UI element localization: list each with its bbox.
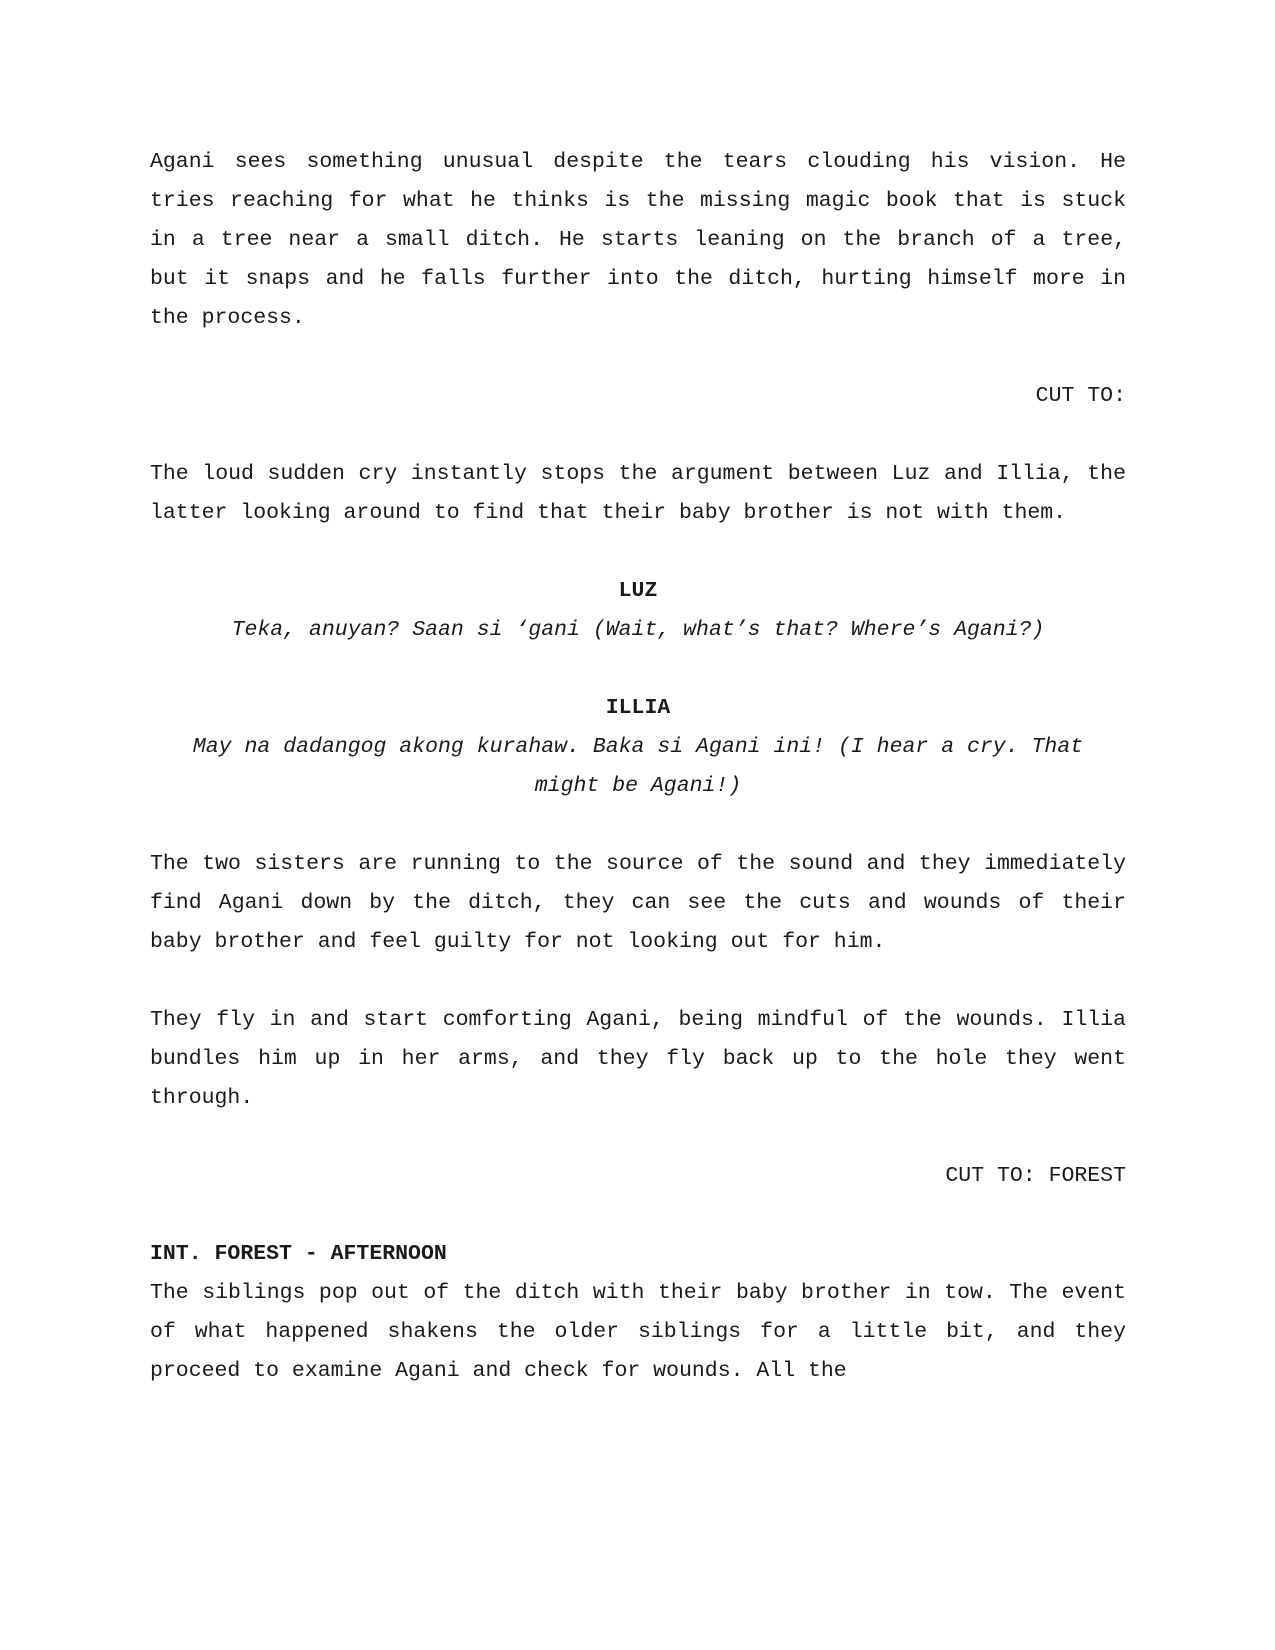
action-paragraph: The loud sudden cry instantly stops the argument between Luz and Illia, the latter looking around to find that their baby brother is not with them. — [150, 462, 1126, 525]
spacer — [150, 338, 1126, 377]
character-name-illia: ILLIA — [605, 696, 671, 720]
scene-heading: INT. FOREST - AFTERNOON — [150, 1242, 447, 1266]
action-paragraph: Agani sees something unusual despite the tears clouding his vision. He tries reaching for what he thinks is the missing magic book that is stuck in a tree near a small ditch. He starts leaning on the branch of a tree, but it snaps and he falls further into the ditch, hurting himself more in the process. — [150, 150, 1126, 330]
spacer — [150, 1196, 1126, 1235]
spacer — [150, 650, 1126, 689]
transition-cut-to-forest: CUT TO: FOREST — [945, 1164, 1126, 1188]
dialogue-illia-line-2: might be Agani!) — [534, 774, 742, 798]
dialogue-illia-line-1: May na dadangog akong kurahaw. Baka si Agani ini! (I hear a cry. That — [192, 735, 1084, 759]
spacer — [150, 533, 1126, 572]
spacer — [150, 416, 1126, 455]
spacer — [150, 806, 1126, 845]
spacer — [150, 962, 1126, 1001]
character-name-luz: LUZ — [618, 579, 658, 603]
dialogue-luz: Teka, anuyan? Saan si ‘gani (Wait, what’s that? Where’s Agani?) — [231, 618, 1045, 642]
screenplay-page — [150, 143, 1126, 1391]
transition-cut-to: CUT TO: — [1035, 384, 1126, 408]
action-paragraph: They fly in and start comforting Agani, being mindful of the wounds. Illia bundles him up in her arms, and they fly back up to the hole they went through. — [150, 1008, 1126, 1110]
spacer — [150, 1118, 1126, 1157]
action-paragraph: The siblings pop out of the ditch with their baby brother in tow. The event of what happened shakens the older siblings for a little bit, and they proceed to examine Agani and check for wounds. All the — [150, 1281, 1126, 1383]
action-paragraph: The two sisters are running to the source of the sound and they immediately find Agani down by the ditch, they can see the cuts and wounds of their baby brother and feel guilty for not looking out for him. — [150, 852, 1126, 954]
